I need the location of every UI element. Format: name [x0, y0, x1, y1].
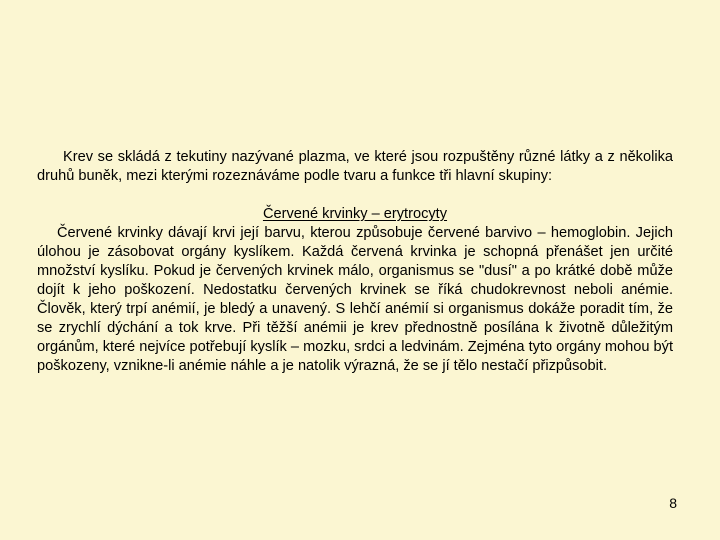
body-paragraph: Červené krvinky dávají krvi její barvu, kterou způsobuje červené barvivo – hemoglobin. Jejich úlohou je zásobovat orgány kyslíkem. Každá červená krvinka je schopná přenášet jen určité množství kyslíku. Pokud je červených krvinek málo, organismus se "dusí" a po krátké době může dojít k jeho poškození. Nedostatku červených krvinek se říká chudokrevnost neboli anémie. Člověk, který trpí anémií, je bledý a unavený. S lehčí anémií si organismus dokáže poradit tím, že se zrychlí dýchání a tok krve. Při těžší anémii je krev přednostně posílána k životně důležitým orgánům, které nejvíce potřebují kyslík – mozku, srdci a ledvinám. Zejména tyto orgány mohou být poškozeny, vznikne-li anémie náhle a je natolik výrazná, že se jí tělo nestačí přizpůsobit.: [37, 225, 673, 374]
section-heading: Červené krvinky – erytrocyty: [262, 206, 448, 222]
intro-paragraph: Krev se skládá z tekutiny nazývané plazma, ve které jsou rozpuštěny různé látky a z několika druhů buněk, mezi kterými rozeznáváme podle tvaru a funkce tři hlavní skupiny:: [37, 149, 673, 184]
text-block: [37, 148, 673, 376]
page-number: 8: [669, 495, 677, 511]
